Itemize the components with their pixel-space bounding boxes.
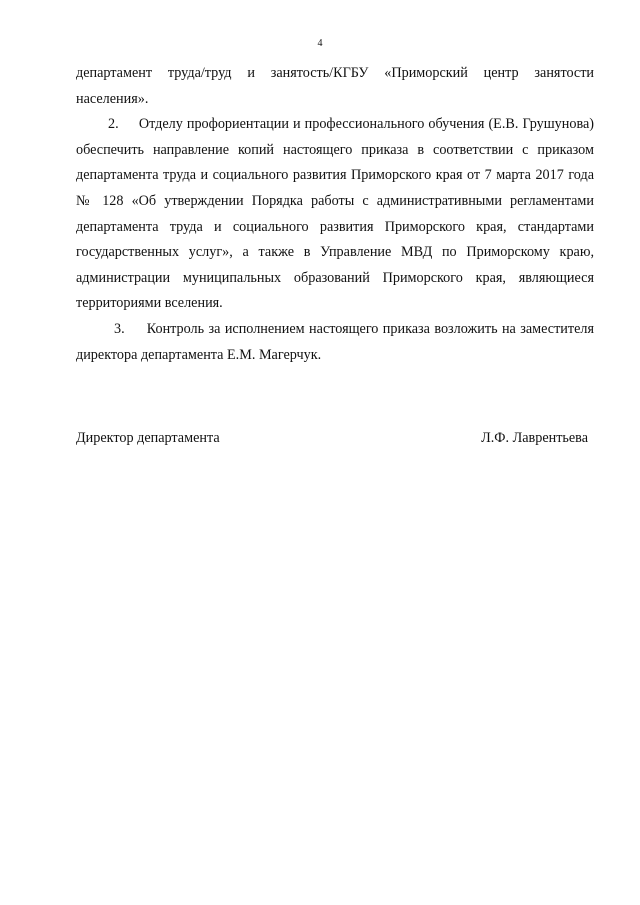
signatory-name: Л.Ф. Лаврентьева (481, 430, 588, 446)
paragraph-continuation: департамент труда/труд и занятость/КГБУ «Приморский центр занятости населения». (76, 65, 594, 107)
document-body (76, 61, 594, 368)
paragraph-item-3: 3. Контроль за исполнением настоящего приказа возложить на заместителя директора департамента Е.М. Магерчук. (76, 320, 594, 363)
page-number: 4 (317, 38, 323, 49)
signatory-position: Директор департамента (76, 430, 220, 446)
paragraph-item-2: 2. Отделу профориентации и профессионального обучения (Е.В. Грушунова) обеспечить направление копий настоящего приказа в соответствии с приказом департамента труда и социального развития Приморского края от 7 марта 2017 года № 128 «Об утверждении Порядка работы с административными регламентами департамента труда и социального развития Приморского края, стандартами государственных услуг», а также в Управление МВД по Приморскому краю, администрации муниципальных образований Приморского края, являющиеся территориями вселения. (76, 116, 594, 312)
signature-block (76, 428, 588, 448)
